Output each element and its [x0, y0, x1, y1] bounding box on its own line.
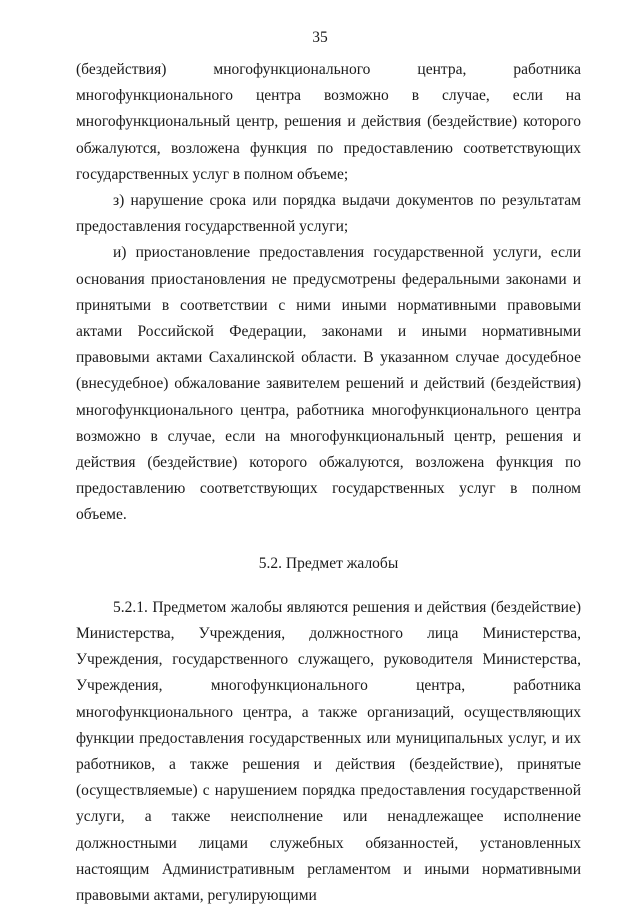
section-heading: 5.2. Предмет жалобы [258, 554, 399, 572]
page-number: 35 [312, 29, 328, 46]
paragraph-item-z: з) нарушение срока или порядка выдачи документов по результатам предоставления государственной услуги; [76, 192, 581, 236]
document-body [76, 57, 581, 909]
paragraph-item-i: и) приостановление предоставления государственной услуги, если основания приостановления не предусмотрены федеральными законами и принятыми в соответствии с ними иными нормативными правовыми актами Российской Федерации, законами и иными нормативными правовыми актами Сахалинской области. В указанном случае досудебное (внесудебное) обжалование заявителем решений и действий (бездействия) многофункционального центра, работника многофункционального центра возможно в случае, если на многофункциональный центр, решения и действия (бездействие) которого обжалуются, возложена функция по предоставлению соответствующих государственных услуг в полном объеме. [76, 244, 581, 524]
paragraph-5-2-1: 5.2.1. Предметом жалобы являются решения и действия (бездействие) Министерства, Учреждения, должностного лица Министерства, Учреждения, государственного служащего, руководителя Министерства, Учреждения, многофункционального центра, работника многофункционального центра, а также организаций, осуществляющих функции предоставления государственных или муниципальных услуг, и их работников, а также решения и действия (бездействие), принятые (осуществляемые) с нарушением порядка предоставления государственной услуги, а также неисполнение или ненадлежащее исполнение должностными лицами служебных обязанностей, установленных настоящим Административным регламентом и иными нормативными правовыми актами, регулирующими [76, 598, 581, 905]
paragraph-continuation: (бездействия) многофункционального центра, работника многофункционального центра возможно в случае, если на многофункциональный центр, решения и действия (бездействие) которого обжалуются, возложена функция по предоставлению соответствующих государственных услуг в полном объеме; [76, 61, 581, 183]
